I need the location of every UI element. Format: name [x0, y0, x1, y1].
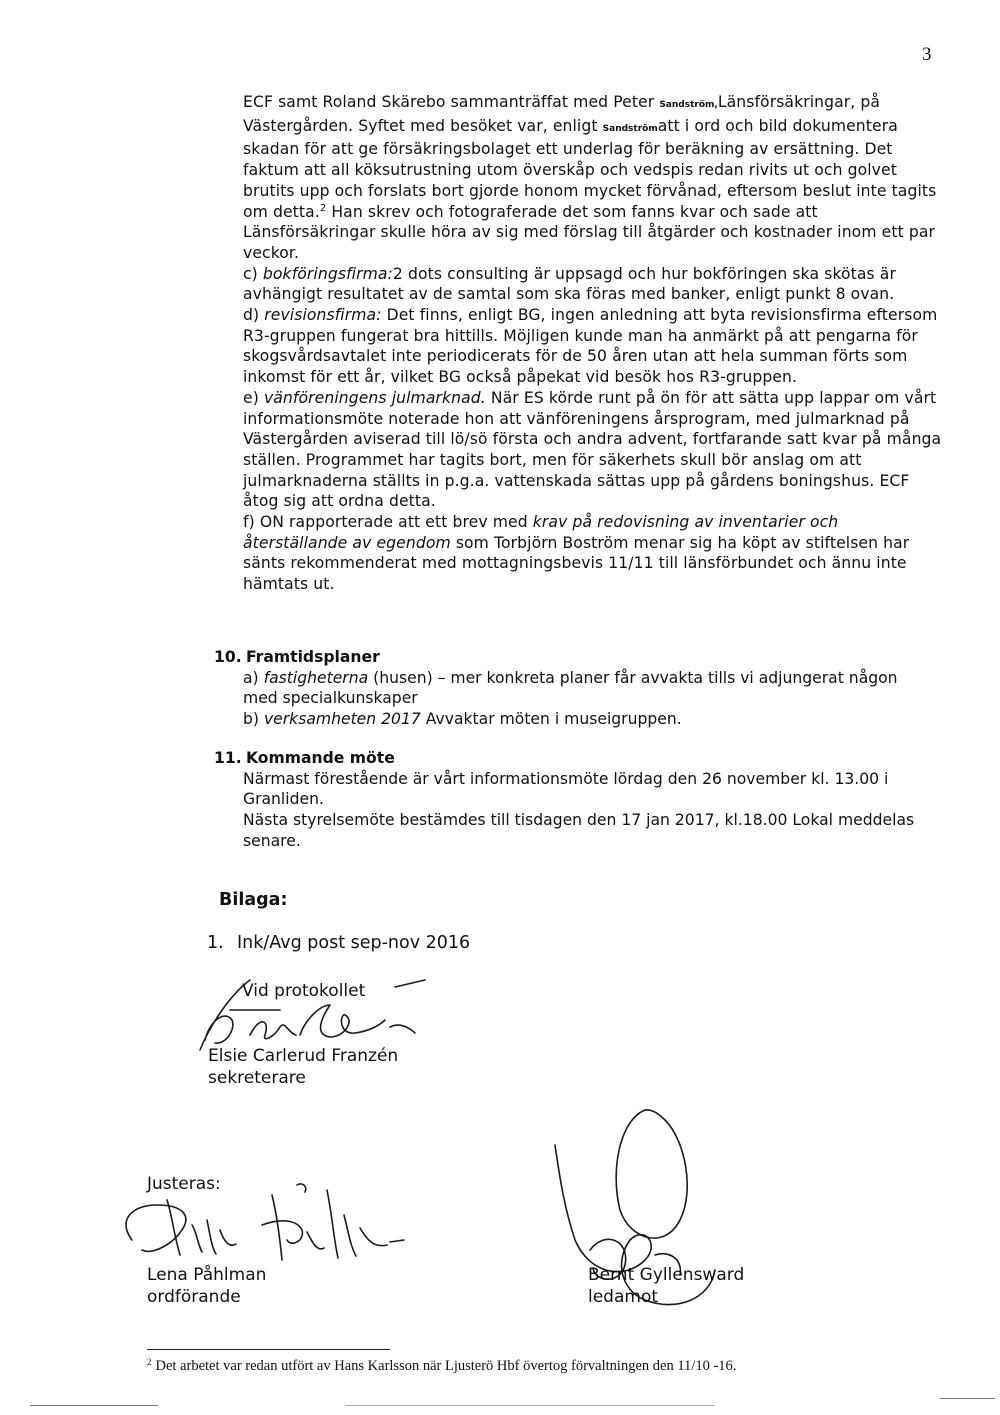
secretary-name: Elsie Carlerud Franzén: [208, 1046, 399, 1066]
scan-artifact: [30, 1405, 158, 1406]
scan-artifact: [345, 1405, 715, 1406]
member-role: ledamot: [588, 1287, 659, 1307]
section-future-plans: [214, 647, 934, 730]
footnote-reference: 2: [319, 202, 327, 214]
section-heading: 10. Framtidsplaner: [214, 648, 380, 666]
scan-artifact: [940, 1398, 995, 1399]
footnote: $^2$ Det arbetet var redan utfört av Hans Karlsson när Ljusterö Hbf övertog förvaltningen den 11/10 -16.: [147, 1357, 737, 1374]
footnote-divider: [147, 1349, 390, 1350]
body-text: [243, 92, 943, 595]
section-heading: 11. Kommande möte: [214, 749, 395, 767]
chair-role: ordförande: [147, 1287, 241, 1307]
inline-name: Sandström,: [659, 100, 718, 110]
chair-name: Lena Påhlman: [147, 1265, 267, 1285]
attachment-item: 1. Ink/Avg post sep-nov 2016: [207, 933, 471, 953]
meeting-info: Nästa styrelsemöte bestämdes till tisdagen den 17 jan 2017, kl.18.00 Lokal meddelas senare.: [243, 811, 915, 850]
item-b: b) verksamheten 2017 Avvaktar möten i museigruppen.: [243, 710, 682, 729]
item-c: c) bokföringsfirma:2 dots consulting är uppsagd och hur bokföringen ska skötas är avhängigt resultatet av de samtal som ska föras med banker, enligt punkt 8 ovan.: [243, 264, 896, 304]
protocol-label: Vid protokollet: [242, 981, 366, 1001]
item-e: e) vänföreningens julmarknad. När ES körde runt på ön för att sätta upp lappar om vårt informationsmöte noterade hon att vänföreningens årsprogram, med julmarknad på Västergården aviserad till lö/sö första och andra advent, fortfarande satt kvar på många ställen. Programmet har tagits bort, men för säkerhets skull bör anslag om att julmarknaderna ställts in p.g.a. vattenskada sättas upp på gårdens boningshus. ECF åtog sig att ordna detta.: [243, 388, 942, 511]
secretary-role: sekreterare: [208, 1068, 306, 1088]
item-d: d) revisionsfirma: Det finns, enligt BG, ingen anledning att byta revisionsfirma eftersom R3-gruppen fungerat bra hittills. Möjligen kunde man ha anmärkt på att pengarna för skogsvårdsavtalet inte periodicerats för de 50 åren utan att hela summan förts som inkomst för ett år, vilket BG också påpekat vid besök hos R3-gruppen.: [243, 306, 938, 387]
member-name: Bernt Gyllensward: [588, 1265, 745, 1285]
item-f: f) ON rapporterade att ett brev med krav på redovisning av inventarier och återställande av egendom som Torbjörn Boström menar sig ha köpt av stiftelsen har sänts rekommenderat med mottagningsbevis 11/11 till länsförbundet och ännu inte hämtats ut.: [243, 513, 910, 594]
inline-name: Sandström: [602, 123, 658, 134]
attachments-heading: Bilaga:: [219, 890, 288, 910]
meeting-info: Närmast förestående är vårt informationsmöte lördag den 26 november kl. 13.00 i Granliden.: [243, 769, 889, 809]
page-number: 3: [922, 44, 932, 65]
verified-label: Justeras:: [147, 1174, 221, 1194]
section-next-meeting: [214, 748, 934, 852]
item-a: a) fastigheterna (husen) – mer konkreta planer får avvakta tills vi adjungerat någon med specialkunskaper: [243, 668, 898, 708]
paragraph-insurance-visit: ECF samt Roland Skärebo sammanträffat med Peter Sandström,Länsförsäkringar, på Västergården. Syftet med besöket var, enligt Sandströmatt i ord och bild dokumentera skadan för att ge försäkringsbolaget ett underlag för beräkning av ersättning. Det faktum att all köksutrustning utom överskåp och vedspis redan rivits ut och golvet brutits upp och forslats bort gjorde honom mycket förvånad, eftersom beslut inte tagits om detta.$^2$ Han skrev och fotograferade det som fanns kvar och sade att Länsförsäkringar skulle höra av sig med förslag till åtgärder och kostnader inom ett par veckor.: [243, 93, 937, 262]
